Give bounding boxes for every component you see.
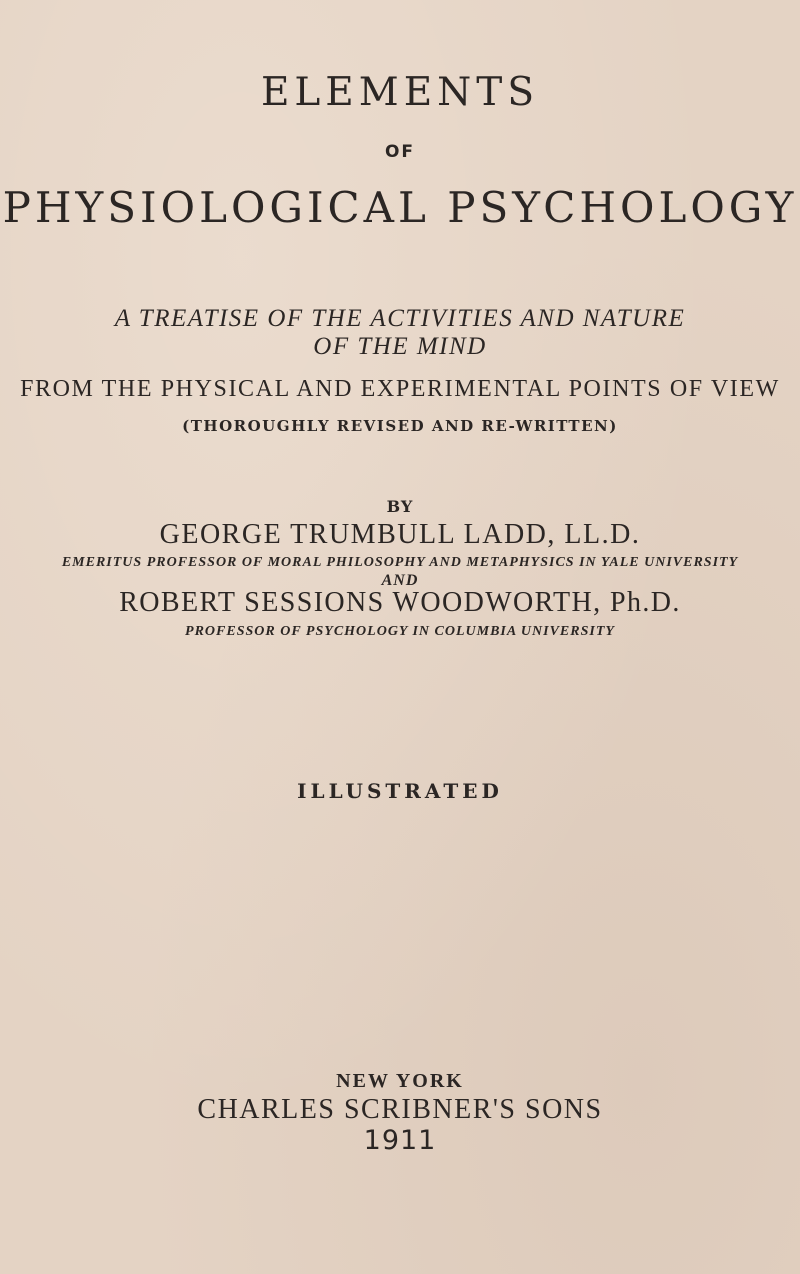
author-2-name: ROBERT SESSIONS WOODWORTH, Ph.D. (119, 587, 681, 618)
subtitle-line-2: OF THE MIND (313, 333, 487, 360)
author-2-affiliation: PROFESSOR OF PSYCHOLOGY IN COLUMBIA UNIVERSITY (185, 624, 615, 639)
author-1-name: GEORGE TRUMBULL LADD, LL.D. (159, 519, 641, 550)
subtitle-line-3: FROM THE PHYSICAL AND EXPERIMENTAL POINTS OF VIEW (20, 376, 780, 402)
illustrated-label: ILLUSTRATED (297, 779, 503, 803)
author-1-affiliation: EMERITUS PROFESSOR OF MORAL PHILOSOPHY AND METAPHYSICS IN YALE UNIVERSITY (61, 555, 739, 570)
book-title-line-1: ELEMENTS (260, 70, 540, 115)
subtitle-line-1: A TREATISE OF THE ACTIVITIES AND NATURE (114, 305, 686, 332)
and-label: AND (381, 572, 419, 589)
publisher-city: NEW YORK (336, 1070, 464, 1092)
book-title-of: OF (384, 142, 416, 162)
publication-year: 1911 (363, 1125, 437, 1156)
publisher-name: CHARLES SCRIBNER'S SONS (197, 1094, 603, 1125)
by-label: BY (386, 497, 414, 516)
book-title-line-2: PHYSIOLOGICAL PSYCHOLOGY (2, 183, 798, 232)
edition-note: (THOROUGHLY REVISED AND RE-WRITTEN) (182, 417, 618, 435)
